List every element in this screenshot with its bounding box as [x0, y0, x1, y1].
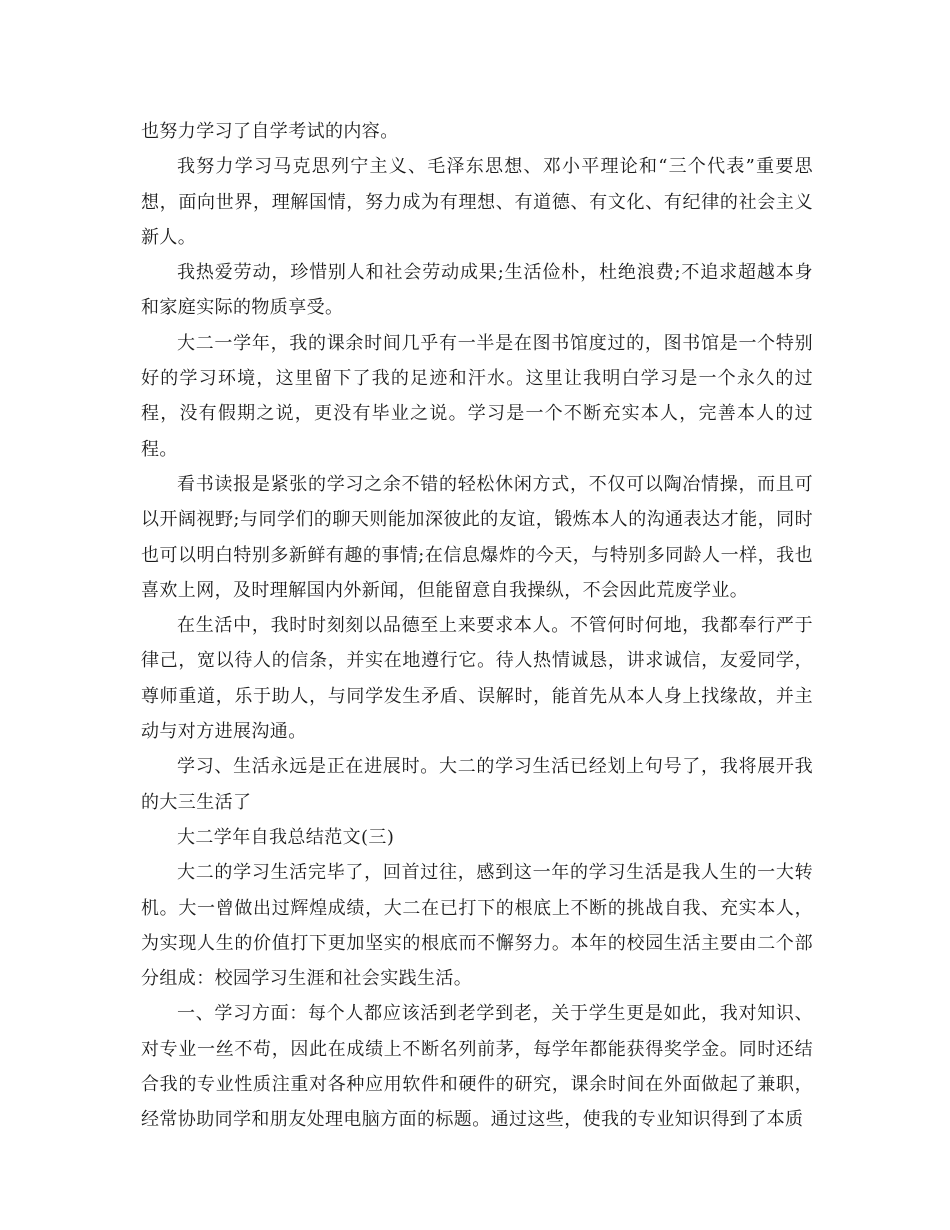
document-body	[141, 114, 813, 1138]
paragraph-reading: 看书读报是紧张的学习之余不错的轻松休闲方式，不仅可以陶冶情操，而且可以开阔视野;与同学们的聊天则能加深彼此的友谊，锻炼本人的沟通表达才能，同时也可以明白特别多新鲜有趣的事情;在信息爆炸的今天，与特别多同龄人一样，我也喜欢上网，及时理解国内外新闻，但能留意自我操纵，不会因此荒废学业。	[141, 473, 813, 601]
paragraph-political-study: 我努力学习马克思列宁主义、毛泽东思想、邓小平理论和“三个代表”重要思想，面向世界，理解国情，努力成为有理想、有道德、有文化、有纪律的社会主义新人。	[141, 156, 813, 248]
paragraph-library: 大二一学年，我的课余时间几乎有一半是在图书馆度过的，图书馆是一个特别好的学习环境，这里留下了我的足迹和汗水。这里让我明白学习是一个永久的过程，没有假期之说，更没有毕业之说。学习是一个不断充实本人，完善本人的过程。	[141, 332, 813, 460]
section-heading: 大二学年自我总结范文(三)	[177, 826, 395, 848]
paragraph-labor: 我热爱劳动，珍惜别人和社会劳动成果;生活俭朴，杜绝浪费;不追求超越本身和家庭实际的物质享受。	[141, 262, 813, 319]
paragraph-study-aspect: 一、学习方面：每个人都应该活到老学到老，关于学生更是如此，我对知识、对专业一丝不苟，因此在成绩上不断名列前茅，每学年都能获得奖学金。同时还结合我的专业性质注重对各种应用软件和硬件的研究，课余时间在外面做起了兼职，经常协助同学和朋友处理电脑方面的标题。通过这些，使我的专业知识得到了本质	[141, 1003, 813, 1131]
paragraph-intro-three: 大二的学习生活完毕了，回首过往，感到这一年的学习生活是我人生的一大转机。大一曾做出过辉煌成绩，大二在已打下的根底上不断的挑战自我、充实本人，为实现人生的价值打下更加坚实的根底而不懈努力。本年的校园生活主要由二个部分组成：校园学习生涯和社会实践生活。	[141, 862, 813, 990]
paragraph-closing: 学习、生活永远是正在进展时。大二的学习生活已经划上句号了，我将展开我的大三生活了	[141, 756, 813, 813]
paragraph-continuation: 也努力学习了自学考试的内容。	[141, 121, 399, 142]
paragraph-character: 在生活中，我时时刻刻以品德至上来要求本人。不管何时何地，我都奉行严于律己，宽以待人的信条，并实在地遵行它。待人热情诚恳，讲求诚信，友爱同学，尊师重道，乐于助人，与同学发生矛盾、误解时，能首先从本人身上找缘故，并主动与对方进展沟通。	[141, 615, 813, 743]
